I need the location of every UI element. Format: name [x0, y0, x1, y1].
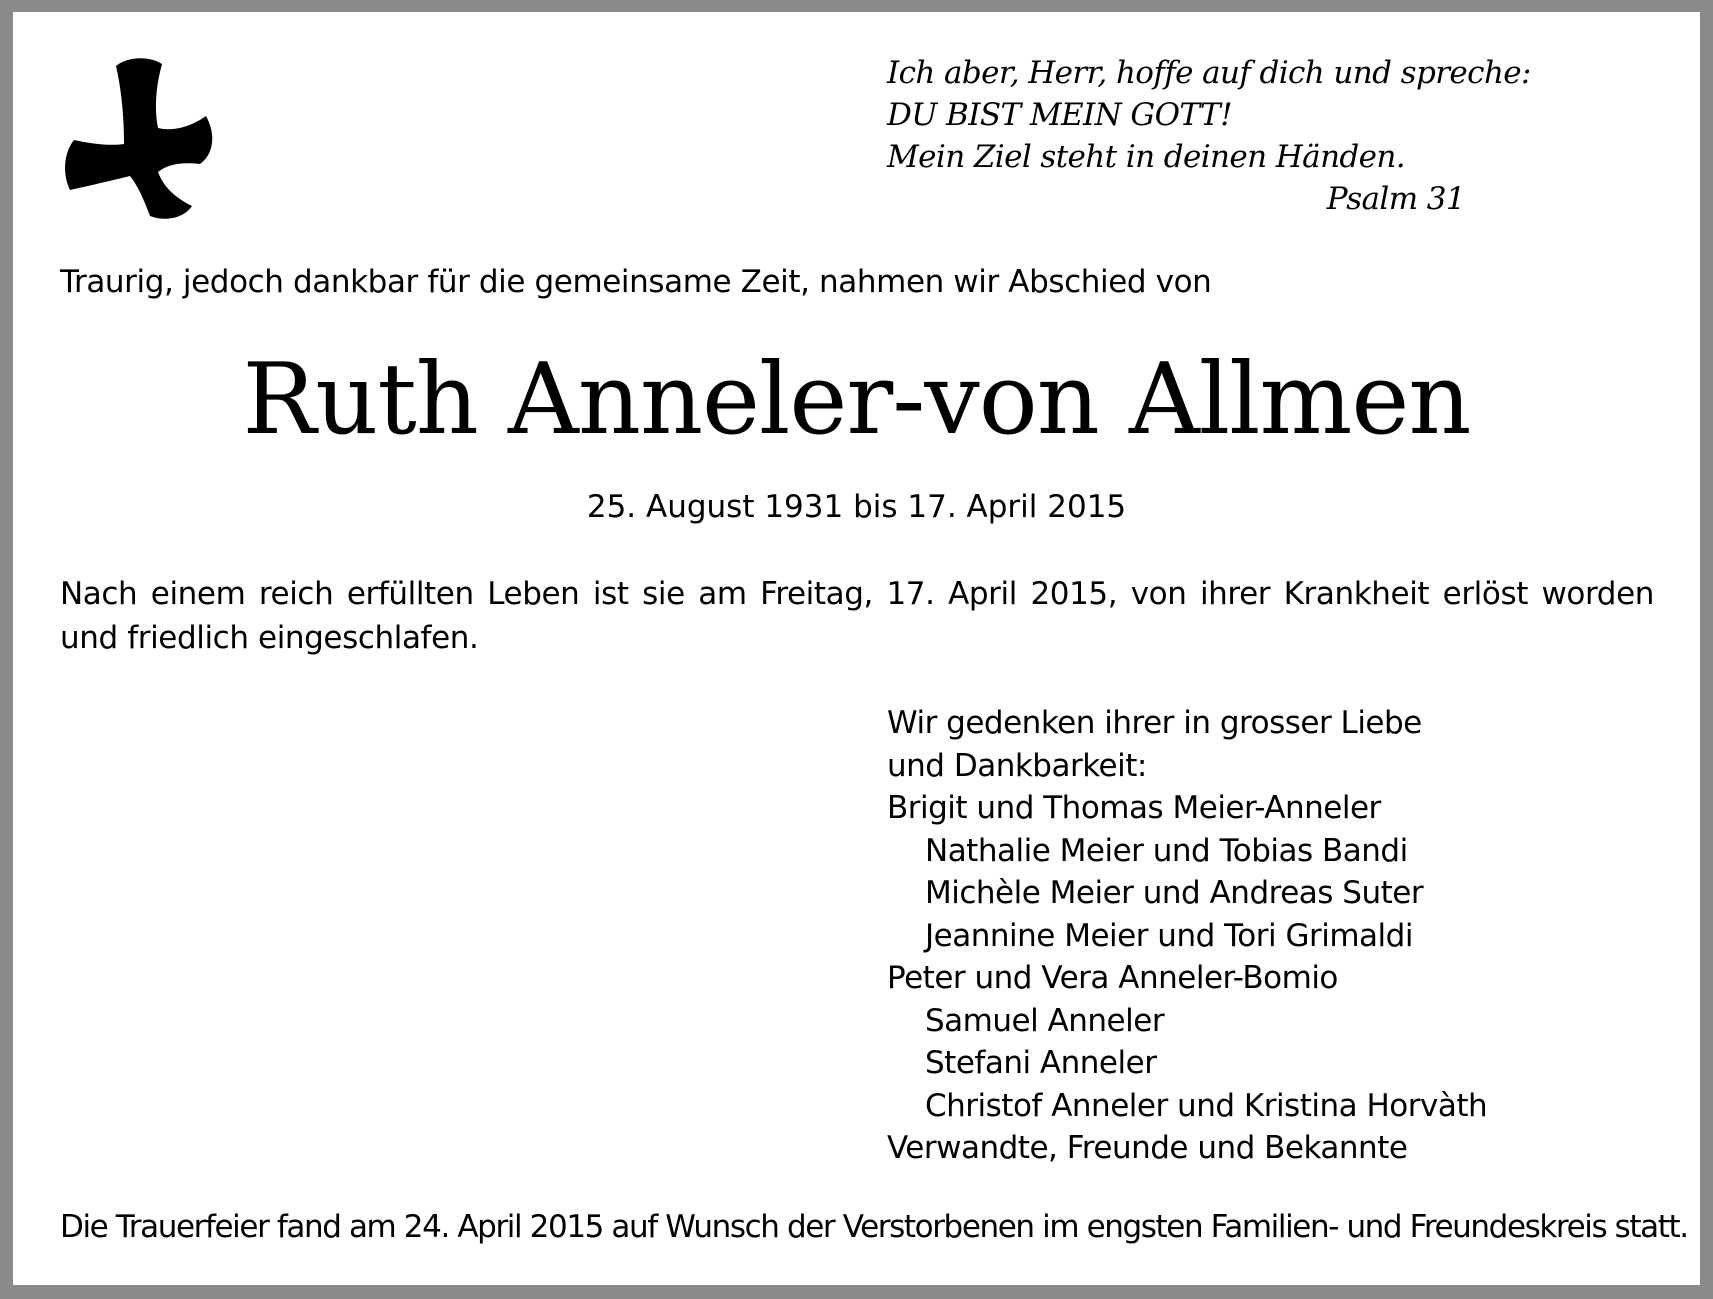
mourners-list [887, 702, 1587, 1170]
mourner-child: Jeannine Meier und Tori Grimaldi [925, 917, 1413, 954]
mourner-child: Nathalie Meier und Tobias Bandi [925, 832, 1408, 869]
intro-text: Traurig, jedoch dankbar für die gemeinsame Zeit, nahmen wir Abschied von [60, 264, 1212, 300]
life-dates: 25. August 1931 bis 17. April 2015 [586, 489, 1127, 525]
psalm-line: DU BIST MEIN GOTT! [887, 97, 1232, 133]
deceased-name: Ruth Anneler-von Allmen [242, 343, 1471, 457]
statement-text: Nach einem reich erfüllten Leben ist sie am Freitag, 17. April 2015, von ihrer Krankheit erlöst worden und friedlich eingeschlafen. [60, 576, 1654, 656]
mourner-child: Samuel Anneler [925, 1002, 1165, 1039]
service-note: Die Trauerfeier fand am 24. April 2015 auf Wunsch der Verstorbenen im engsten Familien- und Freundeskreis statt. [60, 1209, 1688, 1245]
mourners-heading: und Dankbarkeit: [887, 747, 1147, 784]
obituary-notice [13, 12, 1700, 1285]
cross-icon [58, 52, 228, 222]
psalm-line: Ich aber, Herr, hoffe auf dich und spreche: [887, 55, 1531, 91]
mourner-child: Michèle Meier und Andreas Suter [925, 875, 1424, 911]
mourner-child: Christof Anneler und Kristina Horvàth [925, 1087, 1488, 1124]
mourners-heading: Wir gedenken ihrer in grosser Liebe [887, 705, 1422, 741]
mourner-others: Verwandte, Freunde und Bekannte [887, 1130, 1408, 1166]
psalm-line: Mein Ziel steht in deinen Händen. [887, 139, 1406, 175]
mourner-family: Brigit und Thomas Meier-Anneler [887, 790, 1381, 826]
mourner-family: Peter und Vera Anneler-Bomio [887, 960, 1338, 996]
psalm-reference: Psalm 31 [1326, 181, 1465, 217]
psalm-quote [887, 52, 1531, 220]
mourner-child: Stefani Anneler [925, 1045, 1157, 1081]
